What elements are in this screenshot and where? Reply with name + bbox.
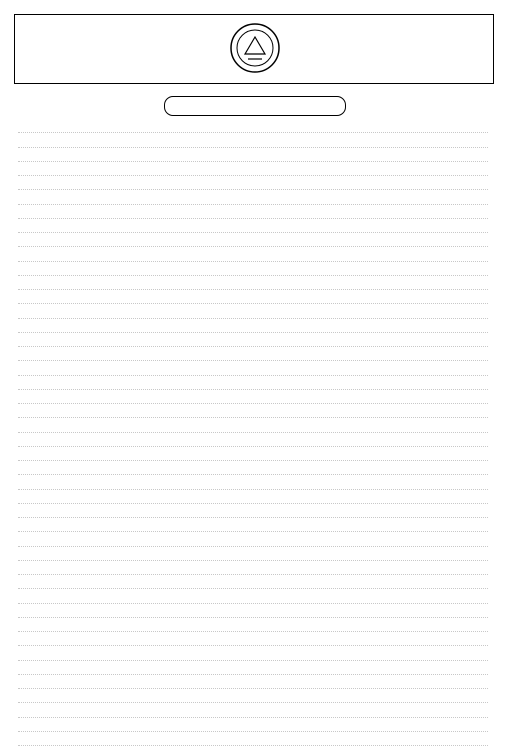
- answer-line: [18, 134, 488, 148]
- answer-line: [18, 334, 488, 348]
- answer-line: [18, 719, 488, 733]
- header-right-block: [317, 23, 487, 68]
- header-left-line: [21, 23, 191, 38]
- question-line: [18, 405, 488, 419]
- question-line: [18, 605, 488, 619]
- answer-line: [18, 263, 488, 277]
- answer-line: [18, 163, 488, 177]
- worksheet-page: [14, 14, 494, 708]
- question-line: [18, 120, 488, 134]
- question-line: [18, 733, 488, 747]
- answer-line: [18, 662, 488, 676]
- answer-line: [18, 590, 488, 604]
- question-line: [18, 576, 488, 590]
- question-line: [18, 277, 488, 291]
- question-line: [18, 676, 488, 690]
- question-line: [18, 348, 488, 362]
- answer-line: [18, 505, 488, 519]
- question-line: [18, 434, 488, 448]
- school-emblem-icon: [228, 21, 282, 75]
- question-line: [18, 377, 488, 391]
- question-line: [18, 533, 488, 547]
- answer-line: [18, 191, 488, 205]
- section-title: [164, 96, 346, 116]
- header-right-line: [317, 53, 487, 68]
- answer-line: [18, 562, 488, 576]
- answer-line: [18, 690, 488, 704]
- answer-line: [18, 234, 488, 248]
- question-line: [18, 177, 488, 191]
- answer-line: [18, 220, 488, 234]
- answer-line: [18, 548, 488, 562]
- answer-line: [18, 291, 488, 305]
- question-line: [18, 491, 488, 505]
- question-line: [18, 206, 488, 220]
- question-line: [18, 305, 488, 319]
- answer-line: [18, 391, 488, 405]
- answer-line: [18, 619, 488, 633]
- header-left-line: [21, 53, 191, 68]
- question-line: [18, 149, 488, 163]
- header-right-line: [317, 23, 487, 38]
- question-line: [18, 462, 488, 476]
- question-line: [18, 704, 488, 718]
- header-box: [14, 14, 494, 84]
- answer-line: [18, 419, 488, 433]
- question-line: [18, 633, 488, 647]
- question-list: [18, 120, 488, 747]
- header-left-line: [21, 38, 191, 53]
- header-right-line: [317, 38, 487, 53]
- answer-line: [18, 476, 488, 490]
- answer-line: [18, 362, 488, 376]
- answer-line: [18, 647, 488, 661]
- answer-line: [18, 448, 488, 462]
- answer-line: [18, 519, 488, 533]
- header-left-block: [21, 23, 191, 68]
- question-line: [18, 248, 488, 262]
- answer-line: [18, 320, 488, 334]
